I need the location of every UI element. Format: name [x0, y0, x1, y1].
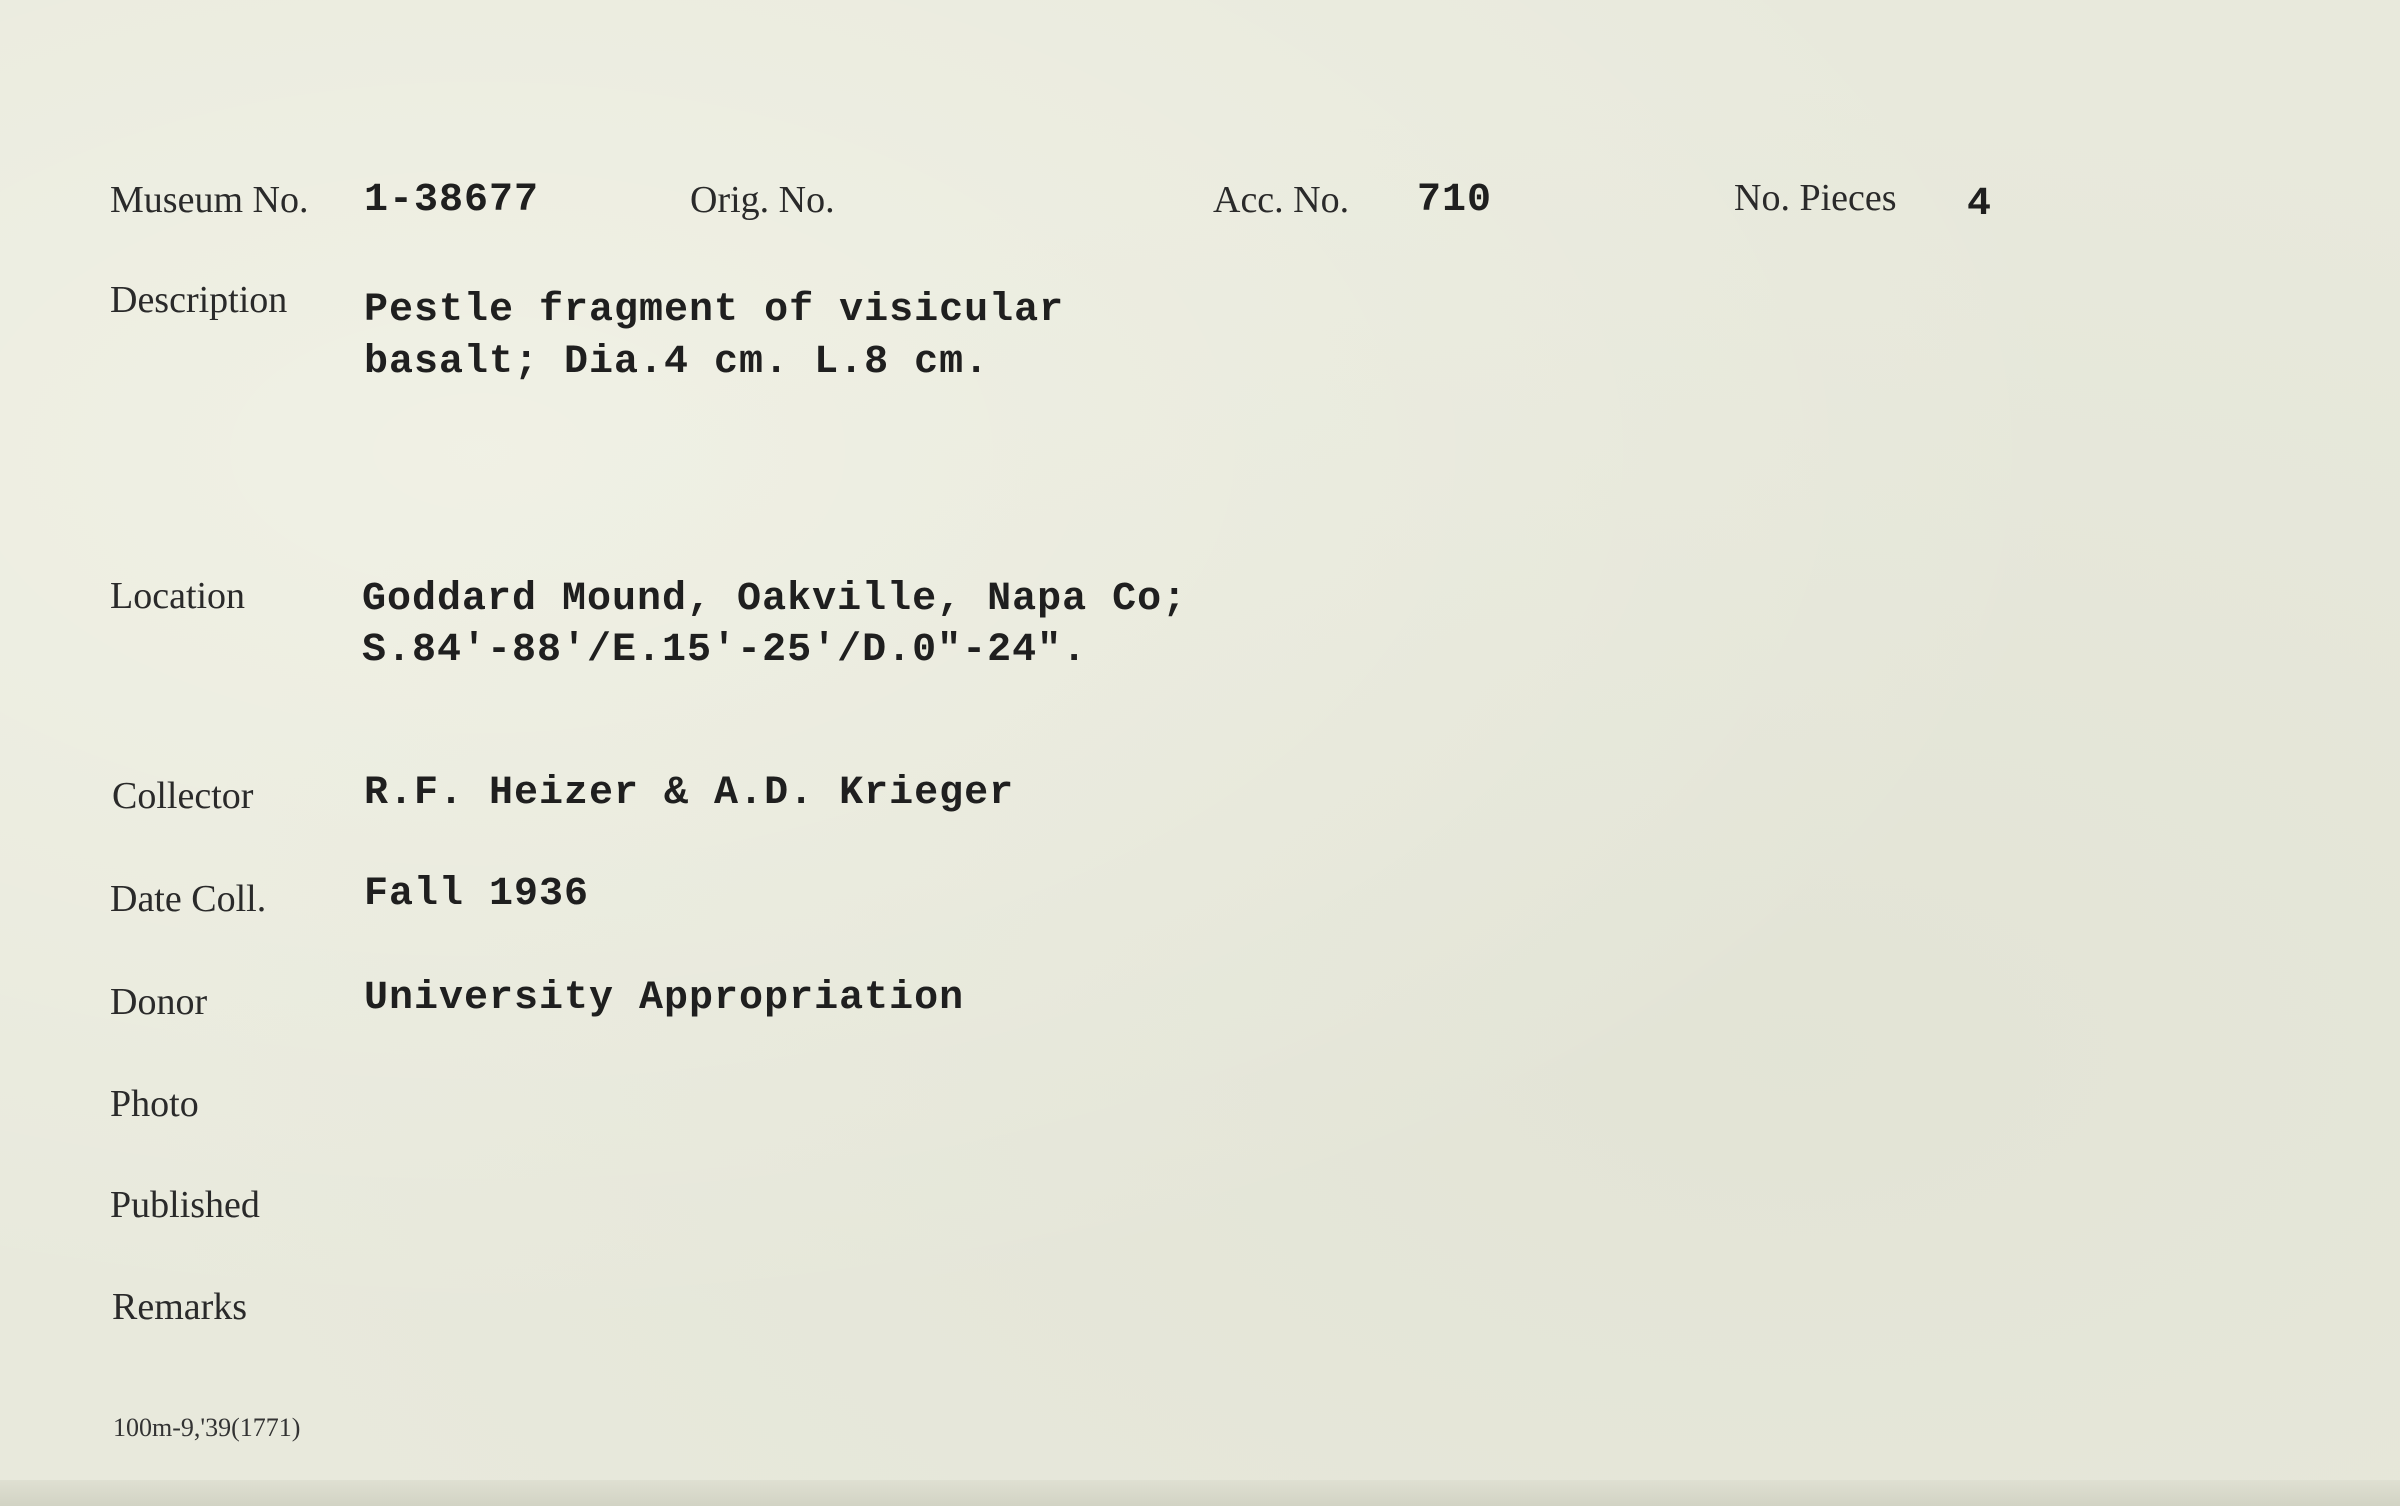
description-line-1: Pestle fragment of visicular — [364, 288, 1065, 333]
photo-label: Photo — [110, 1083, 199, 1125]
location-line-1: Goddard Mound, Oakville, Napa Co; — [362, 577, 1188, 622]
date-coll-value: Fall 1936 — [364, 872, 590, 917]
orig-no-label: Orig. No. — [690, 179, 835, 221]
date-coll-label: Date Coll. — [110, 878, 267, 920]
acc-no-value: 710 — [1417, 178, 1493, 223]
no-pieces-value: 4 — [1967, 182, 1993, 227]
collector-label: Collector — [112, 775, 254, 817]
donor-value: University Appropriation — [364, 976, 965, 1021]
location-line-2: S.84'-88'/E.15'-25'/D.0"-24". — [362, 628, 1088, 673]
museum-no-label: Museum No. — [110, 179, 309, 221]
museum-no-value: 1-38677 — [364, 178, 540, 223]
published-label: Published — [110, 1184, 260, 1226]
acc-no-label: Acc. No. — [1213, 179, 1350, 221]
description-label: Description — [110, 279, 288, 321]
no-pieces-label: No. Pieces — [1734, 177, 1897, 219]
collector-value: R.F. Heizer & A.D. Krieger — [364, 771, 1015, 816]
location-label: Location — [110, 575, 246, 617]
donor-label: Donor — [110, 981, 208, 1023]
card-bottom-edge — [0, 1480, 2400, 1506]
print-code: 100m-9,'39(1771) — [113, 1413, 301, 1442]
remarks-label: Remarks — [112, 1286, 248, 1328]
description-line-2: basalt; Dia.4 cm. L.8 cm. — [364, 340, 990, 385]
